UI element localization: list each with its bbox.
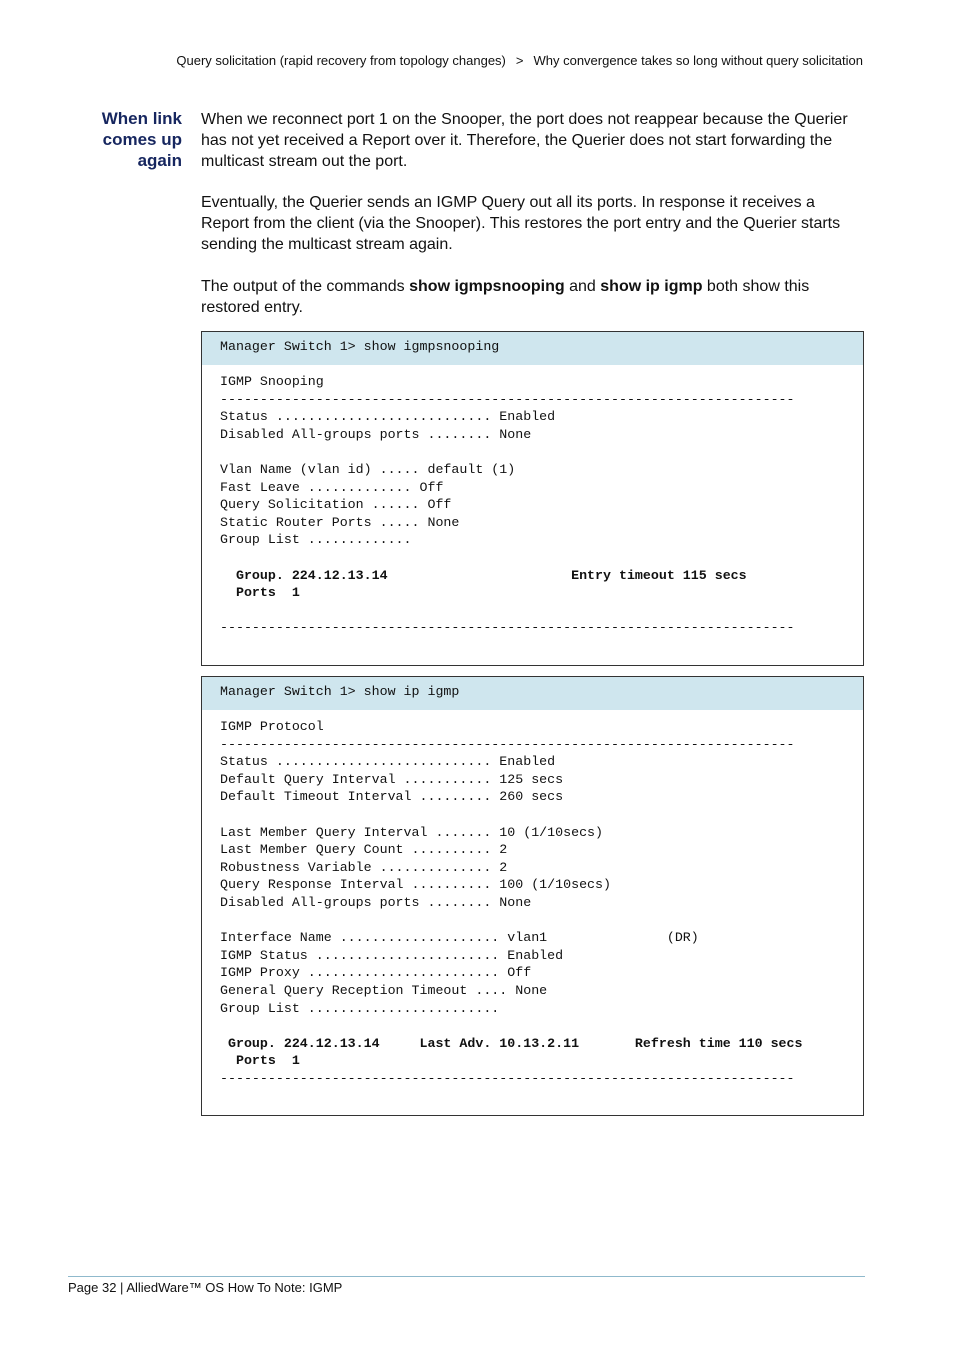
terminal-command-line: Manager Switch 1> show igmpsnooping <box>202 332 863 365</box>
terminal-group-entry: Group. 224.12.13.14 Last Adv. 10.13.2.11 Refresh time 110 secs Ports 1 <box>227 1035 803 1069</box>
breadcrumb-separator: > <box>515 53 524 68</box>
breadcrumb-subsection: Why convergence takes so long without query solicitation <box>533 53 863 68</box>
page-footer: Page 32 | AlliedWare™ OS How To Note: IGMP <box>68 1280 343 1295</box>
terminal-lines-bottom: ------------------------------------------------------------------------ <box>220 620 795 636</box>
side-heading-line-1: When link <box>101 109 182 128</box>
footer-rule <box>68 1276 865 1277</box>
terminal-lines-top: IGMP Protocol ------------------------------------------------------------------------ Status ........................... Enabled Default Query Interval ........... 125 secs Default Timeout Interval ......... 260 secs Last Member Query Interval ....... 10 (1/10secs) Last Member Query Count .......... 2 Robustness Variable .............. 2 Query Response Interval .......... 100 (1/10secs) Disabled All-groups ports ........ None Interface Name .................... vlan1 (DR) IGMP Status ....................... Enabled IGMP Proxy ........................ Off General Query Reception Timeout .... None Group List ........................ <box>220 719 795 1016</box>
terminal-body <box>202 365 863 637</box>
breadcrumb-section: Query solicitation (rapid recovery from topology changes) <box>176 53 506 68</box>
side-heading-line-2: comes up <box>102 130 182 149</box>
command-name-igmpsnooping: show igmpsnooping <box>409 278 565 295</box>
p3-text-after: both show this restored entry. <box>201 278 810 316</box>
command-name-show-ip-igmp: show ip igmp <box>600 278 703 295</box>
p3-text-before: The output of the commands <box>201 278 410 295</box>
terminal-command-line: Manager Switch 1> show ip igmp <box>202 677 863 710</box>
page-header-breadcrumb <box>0 53 863 68</box>
terminal-output-igmpsnooping <box>201 331 864 666</box>
terminal-output-show-ip-igmp <box>201 676 864 1116</box>
terminal-group-entry: Group. 224.12.13.14 Entry timeout 115 secs Ports 1 <box>235 567 747 601</box>
p3-text-mid: and <box>564 278 601 295</box>
terminal-lines-bottom: ------------------------------------------------------------------------ <box>220 1070 795 1086</box>
terminal-body <box>202 710 863 1087</box>
paragraph-reconnect: When we reconnect port 1 on the Snooper, the port does not reappear because the Querier has not yet received a Report over it. Therefore, the Querier does not start forwarding the multicast stream out the port. <box>201 111 848 170</box>
side-heading-line-3: again <box>137 151 182 170</box>
terminal-lines-top: IGMP Snooping ------------------------------------------------------------------------ Status ........................... Enabled Disabled All-groups ports ........ None Vlan Name (vlan id) ..... default (1) Fast Leave ............. Off Query Solicitation ...... Off Static Router Ports ..... None Group List ............. <box>220 374 795 548</box>
paragraph-command-output <box>201 276 865 318</box>
paragraph-querier-sends-query: Eventually, the Querier sends an IGMP Query out all its ports. In response it receives a Report from the client (via the Snooper). This restores the port entry and the Querier starts sending the multicast stream again. <box>201 194 841 253</box>
side-heading <box>60 108 182 171</box>
